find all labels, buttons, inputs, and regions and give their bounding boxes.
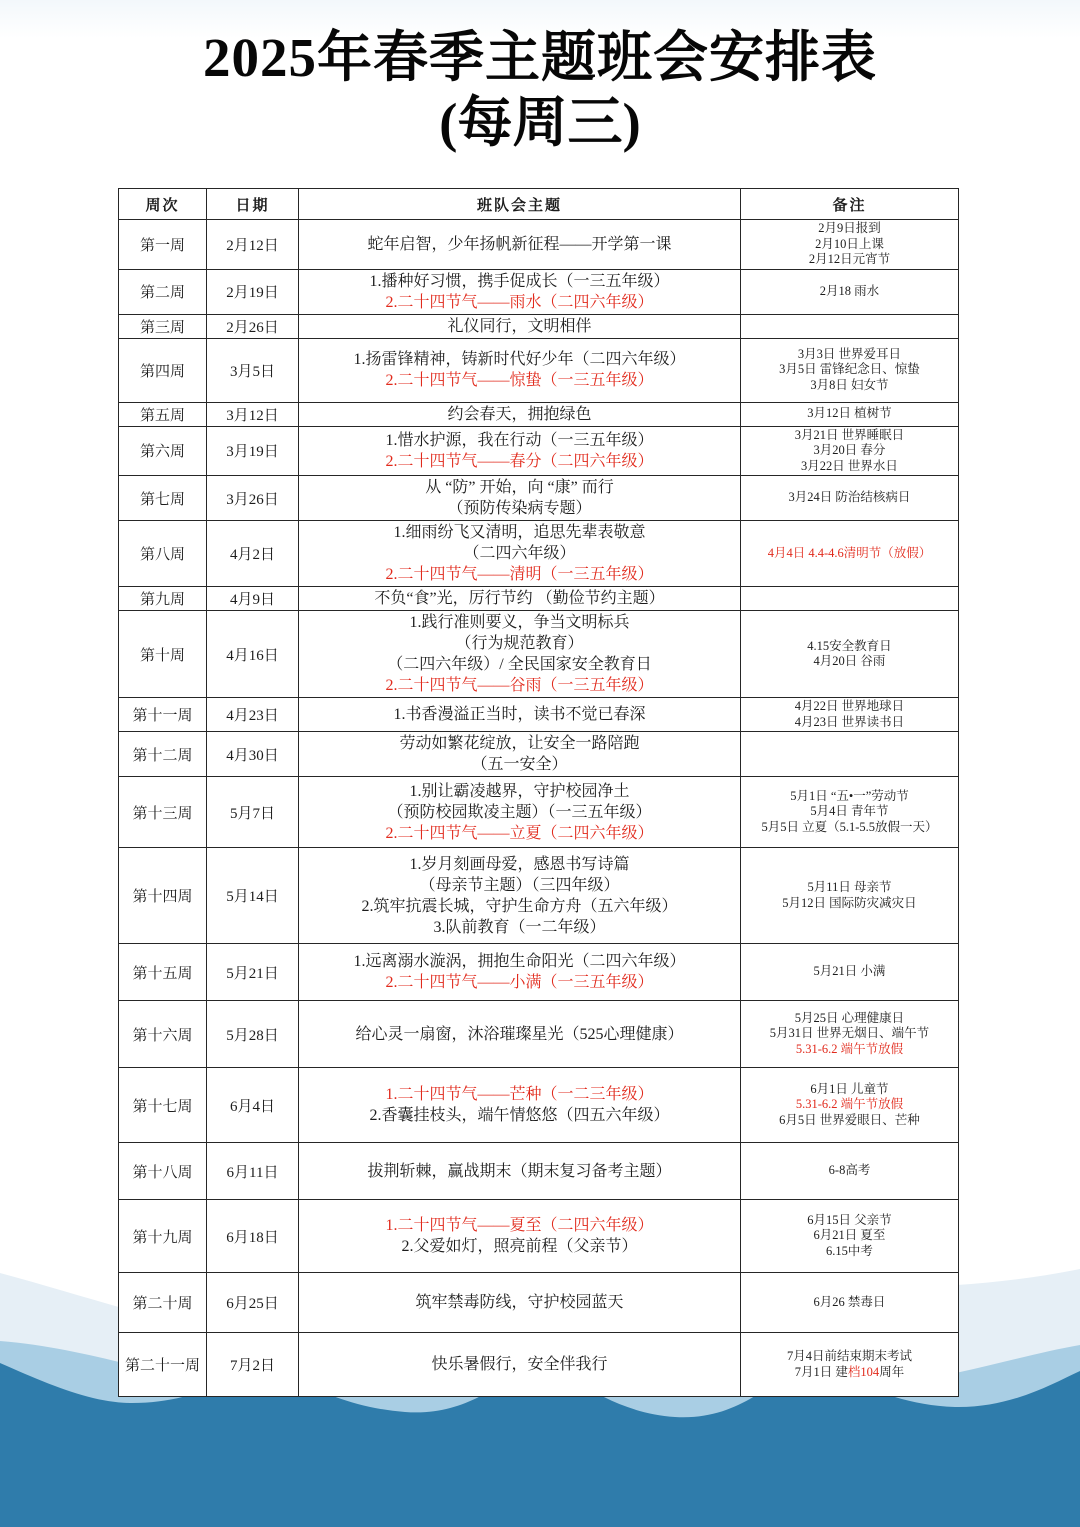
- theme-line: 1.践行准则要义，争当文明标兵: [409, 614, 630, 631]
- theme-line: 2.筑牢抗震长城，守护生命方舟（五六年级）: [361, 897, 678, 915]
- remark-line: 5月21日 小满: [813, 964, 886, 979]
- theme-cell: [299, 1001, 741, 1068]
- remark-line: 5月12日 国际防灾减灾日: [782, 895, 917, 910]
- remark-line: 3月8日 妇女节: [810, 377, 889, 392]
- remark-line: 6月21日 夏至: [813, 1228, 886, 1243]
- remark-cell: [741, 777, 959, 848]
- date-cell: 2月19日: [207, 269, 299, 314]
- theme-cell: [299, 338, 741, 402]
- theme-cell: [299, 476, 741, 521]
- date-cell: 6月18日: [207, 1200, 299, 1273]
- page-title-line1: 2025年春季主题班会安排表: [202, 27, 877, 88]
- remark-cell: [741, 521, 959, 587]
- remark-line: 2月18 雨水: [819, 283, 880, 298]
- theme-line: 2.二十四节气——惊蛰（一三五年级）: [385, 372, 654, 389]
- theme-line: 1.扬雷锋精神，铸新时代好少年（二四六年级）: [353, 351, 686, 368]
- theme-line: 筑牢禁毒防线，守护校园蓝天: [415, 1294, 624, 1311]
- theme-cell: [299, 848, 741, 944]
- theme-line: （二四六年级）/ 全民国家安全教育日: [387, 656, 652, 673]
- theme-cell: [299, 1143, 741, 1200]
- theme-line: 2.二十四节气——小满（一三五年级）: [385, 974, 654, 991]
- remark-cell: [741, 426, 959, 476]
- date-cell: 3月26日: [207, 476, 299, 521]
- theme-line: 1.惜水护源，我在行动（一三五年级）: [385, 431, 654, 449]
- theme-line: 劳动如繁花绽放，让安全一路陪跑: [399, 735, 640, 752]
- remark-cell: [741, 732, 959, 777]
- schedule-row: [119, 426, 959, 476]
- header-week: 周次: [119, 189, 207, 220]
- schedule-row: [119, 314, 959, 338]
- schedule-row: [119, 1200, 959, 1273]
- schedule-row: [119, 1143, 959, 1200]
- theme-line: 1.岁月刻画母爱，感恩书写诗篇: [409, 855, 630, 873]
- week-cell: 第四周: [119, 338, 207, 402]
- remark-cell: [741, 1068, 959, 1143]
- date-cell: 4月9日: [207, 587, 299, 611]
- theme-cell: [299, 220, 741, 270]
- remark-line: 6月1日 儿童节: [810, 1081, 889, 1096]
- remark-line: 2月9日报到: [818, 221, 881, 235]
- week-cell: 第十四周: [119, 848, 207, 944]
- theme-cell: [299, 698, 741, 732]
- week-cell: 第十五周: [119, 944, 207, 1001]
- remark-line: 6-8高考: [828, 1163, 871, 1178]
- date-cell: 2月12日: [207, 220, 299, 270]
- remark-cell: [741, 1273, 959, 1333]
- remark-line: 6月26 禁毒日: [813, 1294, 886, 1309]
- schedule-row: [119, 777, 959, 848]
- theme-line: 2.二十四节气——春分（二四六年级）: [385, 452, 654, 470]
- week-cell: 第二周: [119, 269, 207, 314]
- remark-line: 6月15日 父亲节: [807, 1212, 892, 1227]
- week-cell: 第六周: [119, 426, 207, 476]
- remark-line: 5月4日 青年节: [810, 804, 889, 819]
- week-cell: 第十周: [119, 611, 207, 698]
- remark-cell: [741, 944, 959, 1001]
- week-cell: 第二十周: [119, 1273, 207, 1333]
- schedule-row: [119, 587, 959, 611]
- week-cell: 第七周: [119, 476, 207, 521]
- remark-line: 2月10日上课: [815, 236, 884, 251]
- theme-line: 蛇年启智，少年扬帆新征程——开学第一课: [367, 235, 672, 253]
- theme-cell: [299, 1273, 741, 1333]
- date-cell: 5月14日: [207, 848, 299, 944]
- theme-line: 不负“食”光，厉行节约 （勤俭节约主题）: [374, 590, 665, 607]
- remark-cell: [741, 1200, 959, 1273]
- remark-line: 4月20日 谷雨: [813, 654, 886, 668]
- header-theme: 班队会主题: [299, 189, 741, 220]
- theme-line: 从 “防” 开始，向 “康” 而行: [425, 479, 614, 496]
- remark-line: 7月1日 建档104周年: [794, 1364, 905, 1379]
- date-cell: 4月2日: [207, 521, 299, 587]
- week-cell: 第十七周: [119, 1068, 207, 1143]
- remark-cell: [741, 269, 959, 314]
- theme-line: 2.二十四节气——谷雨（一三五年级）: [385, 677, 654, 694]
- schedule-row: [119, 848, 959, 944]
- remark-line: 5月5日 立夏（5.1-5.5放假一天）: [761, 819, 938, 834]
- remark-cell: [741, 1143, 959, 1200]
- header-date: 日期: [207, 189, 299, 220]
- remark-line: 5月1日 “五•一”劳动节: [790, 788, 909, 803]
- week-cell: 第五周: [119, 402, 207, 426]
- week-cell: 第十六周: [119, 1001, 207, 1068]
- remark-line: 4月4日 4.4-4.6清明节（放假）: [767, 545, 932, 560]
- theme-line: 1.二十四节气——夏至（二四六年级）: [385, 1217, 654, 1234]
- remark-line: 5.31-6.2 端午节放假: [795, 1041, 904, 1056]
- remark-line: 4.15安全教育日: [807, 638, 892, 653]
- schedule-row: [119, 402, 959, 426]
- theme-line: 1.远离溺水漩涡，拥抱生命阳光（二四六年级）: [353, 953, 686, 970]
- theme-line: 快乐暑假行，安全伴我行: [431, 1356, 608, 1373]
- remark-cell: [741, 220, 959, 270]
- theme-line: （预防校园欺凌主题）（一三五年级）: [387, 803, 652, 821]
- remark-line: 3月22日 世界水日: [801, 458, 898, 473]
- week-cell: 第十一周: [119, 698, 207, 732]
- theme-line: 1.二十四节气——芒种（一二三年级）: [385, 1086, 654, 1103]
- remark-line: 5月25日 心理健康日: [794, 1010, 905, 1025]
- theme-line: 拔荆斩棘，赢战期末（期末复习备考主题）: [367, 1162, 672, 1180]
- schedule-row: [119, 944, 959, 1001]
- theme-line: 2.二十四节气——雨水（二四六年级）: [385, 293, 654, 311]
- remark-cell: [741, 698, 959, 732]
- theme-line: 3.队前教育（一二年级）: [433, 918, 606, 936]
- schedule-row: [119, 220, 959, 270]
- week-cell: 第一周: [119, 220, 207, 270]
- week-cell: 第十三周: [119, 777, 207, 848]
- date-cell: 5月7日: [207, 777, 299, 848]
- theme-line: 2.香囊挂枝头，端午情悠悠（四五六年级）: [369, 1107, 670, 1124]
- schedule-row: [119, 1333, 959, 1397]
- remark-cell: [741, 476, 959, 521]
- theme-line: 1.细雨纷飞又清明，追思先辈表敬意: [393, 524, 646, 541]
- schedule-row: [119, 476, 959, 521]
- header-row: [119, 189, 959, 220]
- theme-line: 约会春天，拥抱绿色: [447, 405, 592, 423]
- theme-line: 礼仪同行，文明相伴: [447, 317, 592, 335]
- schedule-row: [119, 732, 959, 777]
- schedule-row: [119, 338, 959, 402]
- week-cell: 第十二周: [119, 732, 207, 777]
- remark-line: 4月23日 世界读书日: [794, 714, 905, 729]
- theme-line: （五一安全）: [471, 756, 568, 773]
- theme-line: （母亲节主题）（三四年级）: [419, 876, 620, 894]
- remark-line: 7月4日前结束期末考试: [786, 1349, 912, 1363]
- schedule-row: [119, 521, 959, 587]
- schedule-table: [118, 188, 959, 1397]
- theme-line: 1.播种好习惯，携手促成长（一三五年级）: [369, 272, 670, 290]
- date-cell: 6月11日: [207, 1143, 299, 1200]
- remark-cell: [741, 314, 959, 338]
- week-cell: 第十八周: [119, 1143, 207, 1200]
- week-cell: 第九周: [119, 587, 207, 611]
- date-cell: 4月30日: [207, 732, 299, 777]
- theme-line: 给心灵一扇窗，沐浴璀璨星光（525心理健康）: [355, 1025, 684, 1043]
- week-cell: 第八周: [119, 521, 207, 587]
- page-title-line2: (每周三): [439, 91, 641, 153]
- theme-line: （预防传染病专题）: [447, 500, 592, 517]
- date-cell: 6月4日: [207, 1068, 299, 1143]
- theme-cell: [299, 611, 741, 698]
- theme-line: 2.二十四节气——立夏（二四六年级）: [385, 824, 654, 842]
- theme-cell: [299, 521, 741, 587]
- week-cell: 第三周: [119, 314, 207, 338]
- date-cell: 7月2日: [207, 1333, 299, 1397]
- theme-cell: [299, 732, 741, 777]
- remark-cell: [741, 611, 959, 698]
- theme-cell: [299, 426, 741, 476]
- remark-line: 2月12日元宵节: [808, 252, 891, 266]
- remark-cell: [741, 587, 959, 611]
- remark-line: 3月12日 植树节: [807, 406, 892, 421]
- theme-cell: [299, 269, 741, 314]
- schedule-row: [119, 611, 959, 698]
- page-title: [0, 28, 1080, 153]
- schedule-row: [119, 269, 959, 314]
- remark-cell: [741, 1333, 959, 1397]
- schedule-row: [119, 1273, 959, 1333]
- remark-line: 5月11日 母亲节: [807, 880, 892, 894]
- remark-cell: [741, 848, 959, 944]
- week-cell: 第十九周: [119, 1200, 207, 1273]
- date-cell: 3月12日: [207, 402, 299, 426]
- theme-cell: [299, 1333, 741, 1397]
- header-remark: 备注: [741, 189, 959, 220]
- date-cell: 5月28日: [207, 1001, 299, 1068]
- theme-line: 1.书香漫溢正当时，读书不觉已春深: [393, 706, 646, 723]
- theme-line: 1.别让霸凌越界，守护校园净土: [409, 782, 630, 800]
- week-cell: 第二十一周: [119, 1333, 207, 1397]
- theme-cell: [299, 777, 741, 848]
- remark-line: 3月3日 世界爱耳日: [797, 346, 902, 361]
- remark-line: 3月5日 雷锋纪念日、惊蛰: [779, 362, 920, 377]
- theme-cell: [299, 1068, 741, 1143]
- remark-line: 3月24日 防治结核病日: [788, 490, 911, 505]
- remark-line: 3月21日 世界睡眠日: [794, 427, 905, 442]
- theme-cell: [299, 402, 741, 426]
- remark-line: 3月20日 春分: [813, 443, 886, 457]
- date-cell: 4月16日: [207, 611, 299, 698]
- theme-line: 2.二十四节气——清明（一三五年级）: [385, 566, 654, 583]
- date-cell: 4月23日: [207, 698, 299, 732]
- theme-line: 2.父爱如灯，照亮前程（父亲节）: [401, 1238, 638, 1255]
- schedule-row: [119, 1001, 959, 1068]
- date-cell: 3月5日: [207, 338, 299, 402]
- remark-cell: [741, 1001, 959, 1068]
- theme-cell: [299, 587, 741, 611]
- remark-line: 5月31日 世界无烟日、端午节: [769, 1026, 930, 1041]
- schedule-row: [119, 1068, 959, 1143]
- schedule-row: [119, 698, 959, 732]
- theme-cell: [299, 944, 741, 1001]
- date-cell: 3月19日: [207, 426, 299, 476]
- theme-cell: [299, 314, 741, 338]
- remark-cell: [741, 402, 959, 426]
- remark-line: 5.31-6.2 端午节放假: [795, 1097, 904, 1112]
- theme-line: （二四六年级）: [463, 545, 576, 562]
- remark-cell: [741, 338, 959, 402]
- remark-line: 4月22日 世界地球日: [794, 699, 905, 713]
- theme-cell: [299, 1200, 741, 1273]
- theme-line: （行为规范教育）: [455, 635, 584, 652]
- date-cell: 5月21日: [207, 944, 299, 1001]
- remark-line: 6月5日 世界爱眼日、芒种: [779, 1112, 920, 1127]
- remark-line: 6.15中考: [826, 1243, 873, 1258]
- date-cell: 2月26日: [207, 314, 299, 338]
- schedule-table-body: [119, 220, 959, 1397]
- date-cell: 6月25日: [207, 1273, 299, 1333]
